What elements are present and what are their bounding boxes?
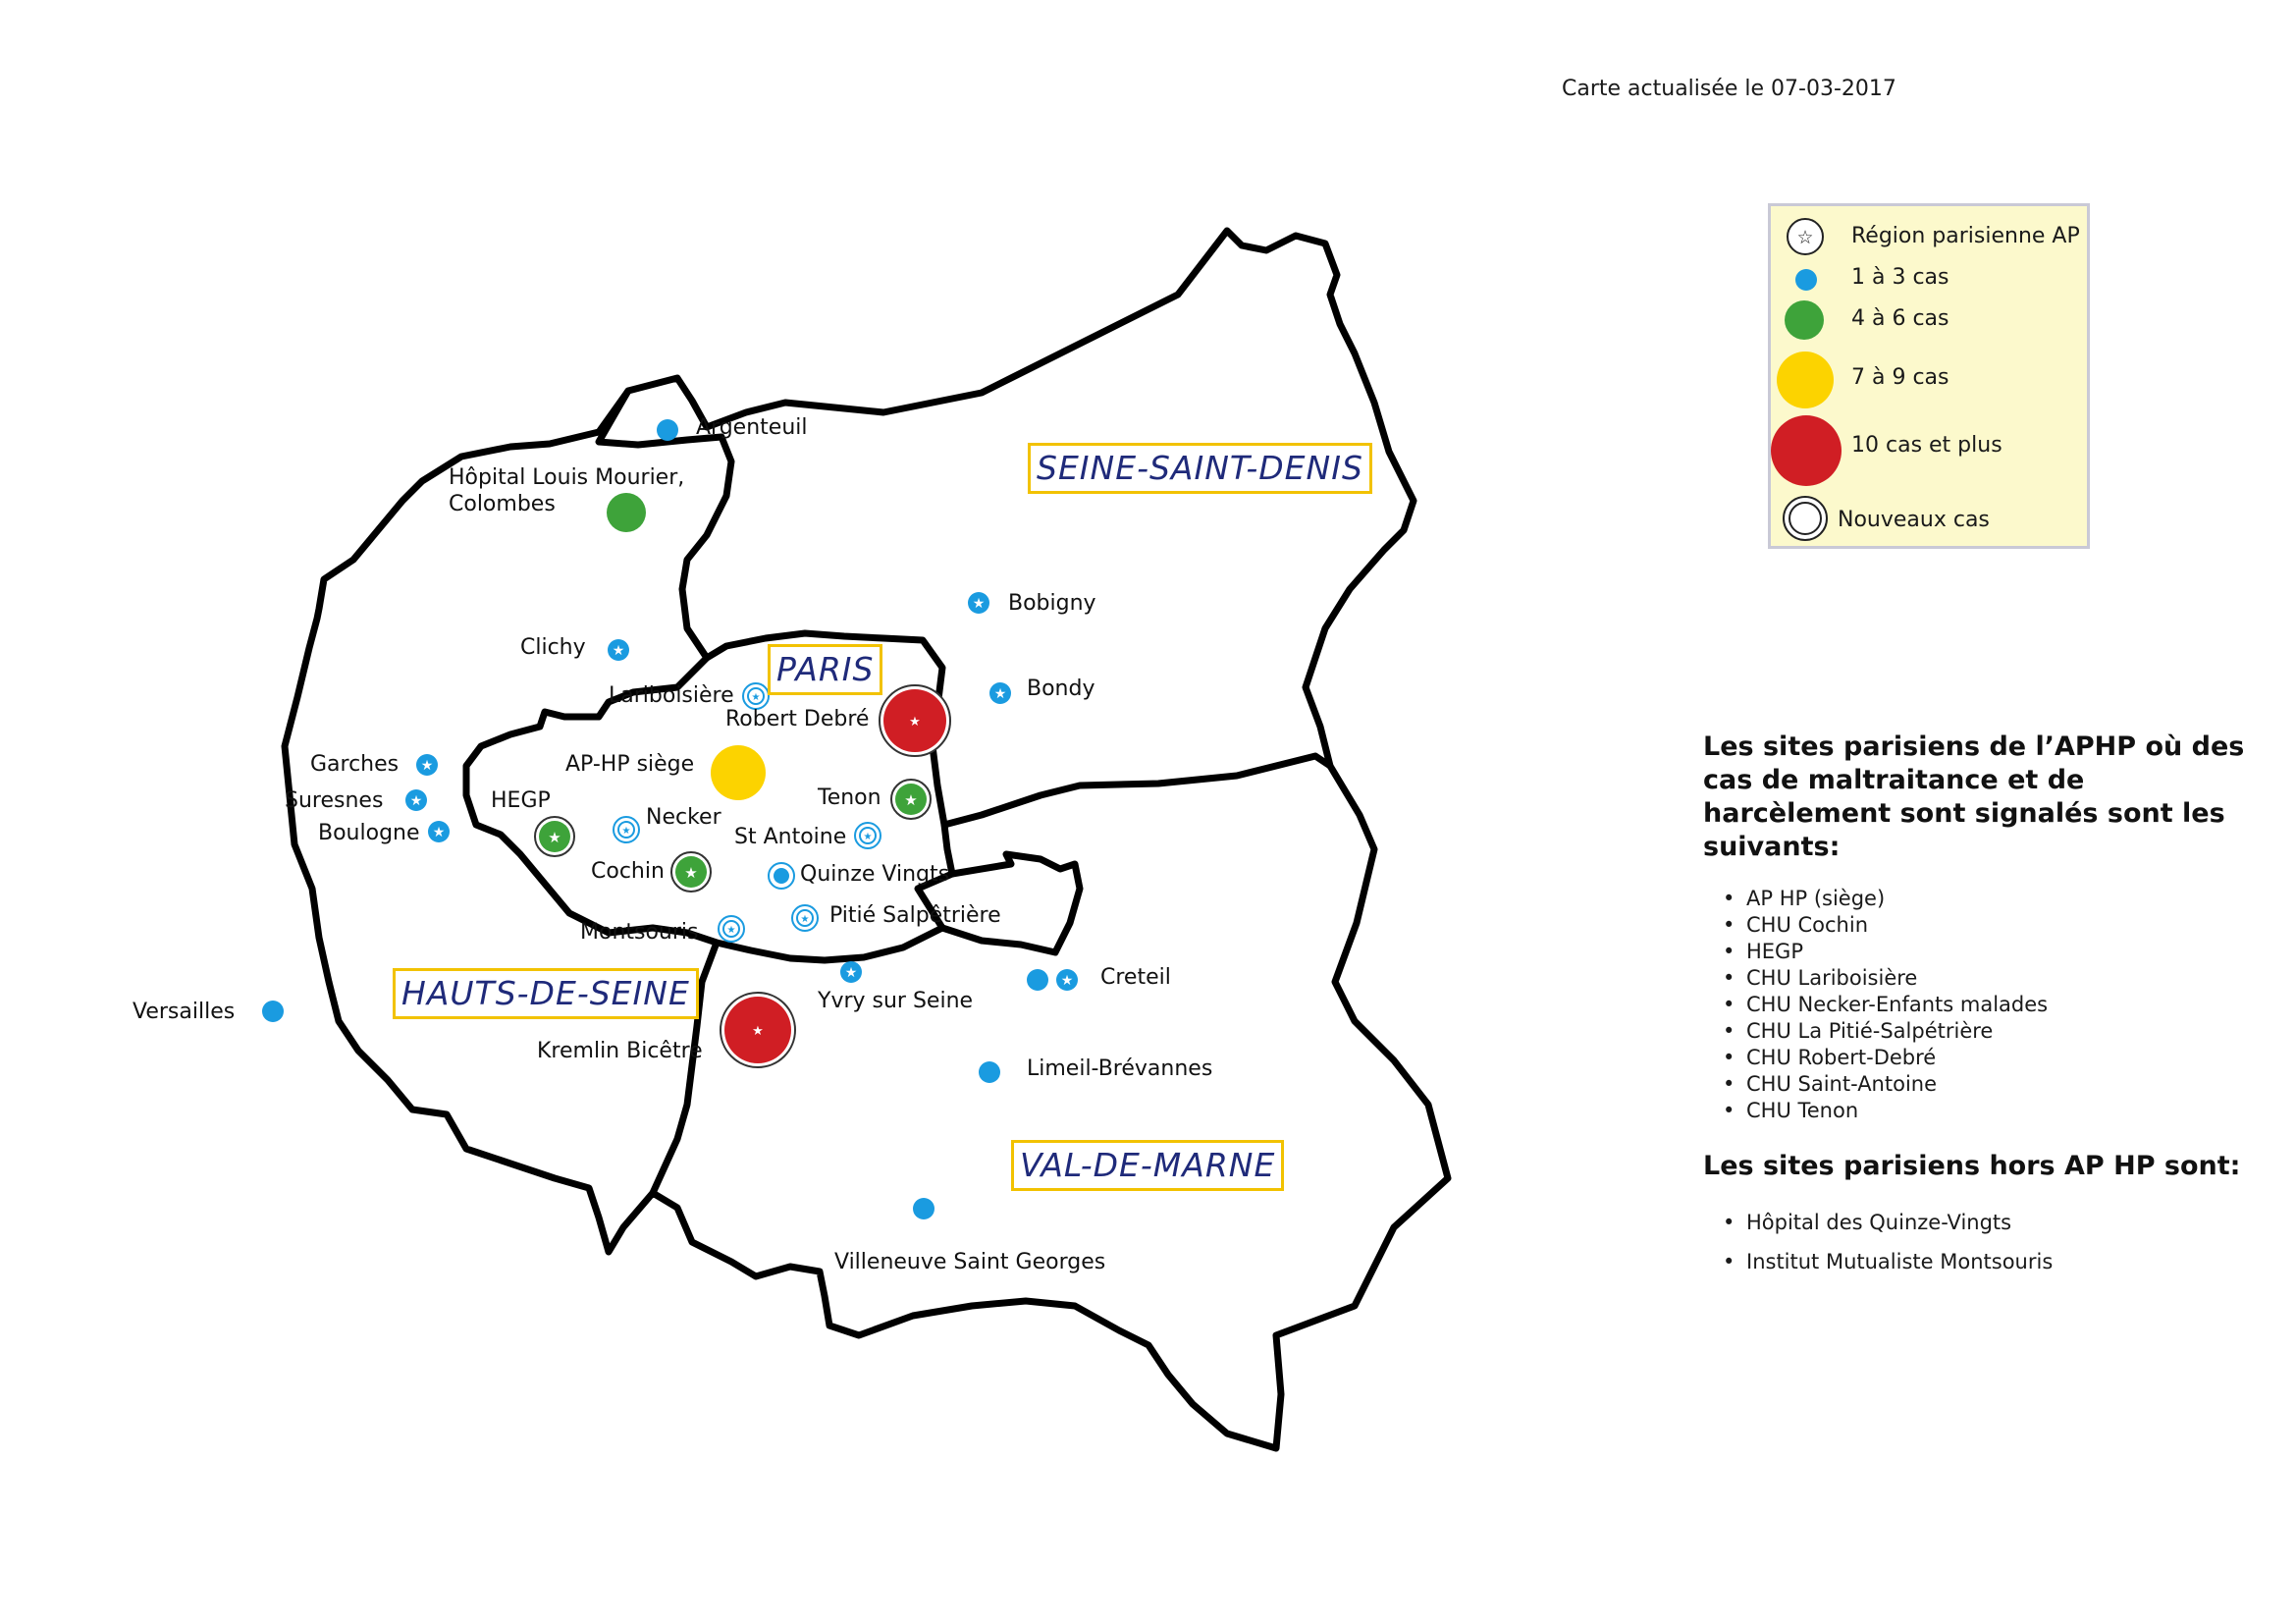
list-item: • AP HP (siège) bbox=[1723, 886, 2253, 912]
label-argenteuil: Argenteuil bbox=[696, 415, 808, 440]
legend-green-dot-icon bbox=[1785, 300, 1824, 340]
marker-yvry bbox=[840, 961, 862, 983]
svg-text:★: ★ bbox=[432, 825, 446, 840]
marker-hegp bbox=[535, 817, 574, 856]
list-item: • CHU Cochin bbox=[1723, 912, 2253, 939]
info-panel bbox=[1703, 731, 2253, 1281]
marker-cochin bbox=[671, 852, 711, 892]
marker-garches bbox=[416, 754, 438, 776]
list-item: • CHU Lariboisière bbox=[1723, 965, 2253, 992]
legend-red-dot-icon bbox=[1771, 415, 1842, 486]
list-item: • CHU La Pitié-Salpétrière bbox=[1723, 1018, 2253, 1045]
list-item: • CHU Robert-Debré bbox=[1723, 1045, 2253, 1071]
label-robert-debre: Robert Debré bbox=[725, 707, 870, 731]
legend-region: Région parisienne AP bbox=[1851, 224, 2080, 248]
marker-montsouris bbox=[719, 916, 744, 942]
marker-suresnes bbox=[405, 789, 427, 811]
label-quinze-vingts: Quinze Vingts bbox=[800, 862, 950, 887]
marker-boulogne bbox=[428, 821, 450, 842]
marker-villeneuve bbox=[913, 1198, 934, 1219]
list-item: • CHU Tenon bbox=[1723, 1098, 2253, 1124]
aphp-site-list bbox=[1723, 886, 2253, 1124]
label-tenon: Tenon bbox=[818, 785, 881, 810]
label-st-antoine: St Antoine bbox=[734, 825, 847, 849]
label-montsouris: Montsouris bbox=[580, 920, 699, 945]
marker-tenon bbox=[891, 780, 931, 819]
svg-text:★: ★ bbox=[548, 829, 561, 846]
marker-louis-mourier bbox=[607, 493, 646, 532]
list-item: • Hôpital des Quinze-Vingts bbox=[1723, 1203, 2253, 1242]
marker-bobigny bbox=[968, 592, 989, 614]
new-cases-ring-icon bbox=[1781, 494, 1830, 543]
svg-text:★: ★ bbox=[904, 791, 918, 809]
svg-text:★: ★ bbox=[751, 692, 761, 703]
svg-text:★: ★ bbox=[409, 793, 423, 809]
label-kremlin: Kremlin Bicêtre bbox=[537, 1039, 703, 1063]
label-clichy: Clichy bbox=[520, 635, 586, 660]
legend-yellow-dot-icon bbox=[1777, 352, 1834, 408]
label-cochin: Cochin bbox=[591, 859, 665, 884]
legend-nouveaux: Nouveaux cas bbox=[1838, 508, 1990, 532]
svg-text:★: ★ bbox=[420, 758, 434, 774]
marker-pitie bbox=[792, 905, 818, 931]
legend bbox=[1768, 203, 2090, 549]
label-versailles: Versailles bbox=[133, 1000, 236, 1024]
label-aphp-siege: AP-HP siège bbox=[565, 752, 695, 777]
svg-text:★: ★ bbox=[684, 864, 698, 882]
label-lariboisiere: Lariboisière bbox=[609, 683, 734, 708]
svg-text:★: ★ bbox=[1060, 973, 1074, 989]
marker-creteil-2 bbox=[1056, 969, 1078, 991]
label-garches: Garches bbox=[310, 752, 400, 777]
svg-text:★: ★ bbox=[726, 925, 736, 936]
marker-kremlin bbox=[721, 993, 795, 1067]
list-item: • Institut Mutualiste Montsouris bbox=[1723, 1242, 2253, 1281]
label-yvry: Yvry sur Seine bbox=[818, 989, 974, 1013]
update-note: Carte actualisée le 07-03-2017 bbox=[1562, 77, 1896, 101]
marker-lariboisiere bbox=[743, 683, 769, 709]
label-villeneuve: Villeneuve Saint Georges bbox=[834, 1250, 1106, 1274]
label-creteil: Creteil bbox=[1100, 965, 1171, 990]
label-boulogne: Boulogne bbox=[318, 821, 420, 845]
marker-robert-debre bbox=[880, 685, 950, 756]
marker-versailles bbox=[262, 1001, 284, 1022]
dept-hauts-de-seine: HAUTS-DE-SEINE bbox=[393, 968, 699, 1019]
svg-text:★: ★ bbox=[909, 715, 921, 730]
list-item: • HEGP bbox=[1723, 939, 2253, 965]
svg-text:★: ★ bbox=[621, 826, 631, 837]
svg-text:★: ★ bbox=[863, 832, 873, 842]
svg-text:★: ★ bbox=[993, 686, 1007, 702]
label-hegp: HEGP bbox=[491, 788, 551, 813]
svg-text:☆: ☆ bbox=[1796, 227, 1814, 248]
legend-7-9: 7 à 9 cas bbox=[1851, 365, 1949, 390]
label-louis-mourier: Hôpital Louis Mourier, bbox=[449, 465, 685, 490]
legend-10-plus: 10 cas et plus bbox=[1851, 433, 2002, 458]
label-limeil: Limeil-Brévannes bbox=[1027, 1056, 1213, 1081]
svg-text:★: ★ bbox=[752, 1024, 764, 1039]
legend-1-3: 1 à 3 cas bbox=[1851, 265, 1949, 290]
dept-seine-saint-denis: SEINE-SAINT-DENIS bbox=[1028, 443, 1372, 494]
marker-necker bbox=[614, 817, 639, 842]
other-site-list bbox=[1723, 1203, 2253, 1281]
label-suresnes: Suresnes bbox=[285, 788, 384, 813]
svg-text:★: ★ bbox=[800, 914, 810, 925]
dept-val-de-marne: VAL-DE-MARNE bbox=[1011, 1140, 1284, 1191]
marker-clichy bbox=[608, 639, 629, 661]
svg-text:★: ★ bbox=[844, 965, 858, 981]
label-bondy: Bondy bbox=[1027, 677, 1095, 701]
legend-blue-dot-icon bbox=[1795, 269, 1817, 291]
marker-argenteuil bbox=[657, 419, 678, 441]
legend-4-6: 4 à 6 cas bbox=[1851, 306, 1949, 331]
marker-aphp-siege bbox=[711, 745, 766, 800]
label-necker: Necker bbox=[646, 805, 721, 830]
label-colombes: Colombes bbox=[449, 492, 556, 516]
marker-creteil-1 bbox=[1027, 969, 1048, 991]
label-pitie: Pitié Salpêtrière bbox=[829, 903, 1001, 928]
marker-st-antoine bbox=[855, 823, 881, 848]
marker-limeil bbox=[979, 1061, 1000, 1083]
svg-text:★: ★ bbox=[972, 596, 986, 612]
label-bobigny: Bobigny bbox=[1008, 591, 1096, 616]
svg-text:★: ★ bbox=[612, 643, 625, 659]
region-star-icon bbox=[1785, 216, 1826, 257]
info-heading-aphp: Les sites parisiens de l’APHP où des cas de maltraitance et de harcèlement sont signalés sont les suivants: bbox=[1703, 731, 2245, 862]
list-item: • CHU Necker-Enfants malades bbox=[1723, 992, 2253, 1018]
info-heading-other: Les sites parisiens hors AP HP sont: bbox=[1703, 1151, 2241, 1181]
marker-quinze-vingts bbox=[769, 863, 794, 889]
dept-paris: PARIS bbox=[768, 644, 882, 695]
list-item: • CHU Saint-Antoine bbox=[1723, 1071, 2253, 1098]
marker-bondy bbox=[989, 682, 1011, 704]
